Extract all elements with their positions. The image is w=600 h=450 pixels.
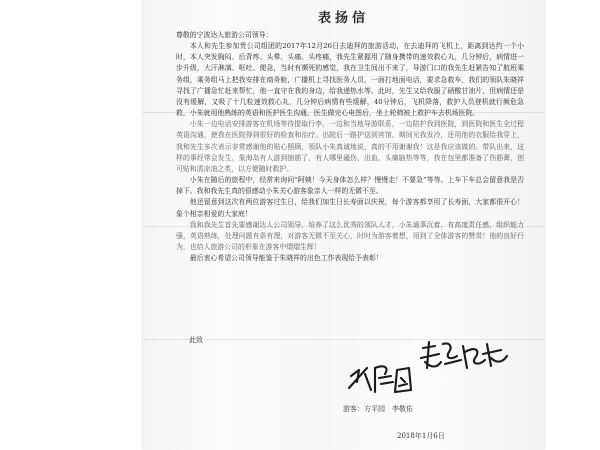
signature-names: 游客：方平园 李敬佑	[343, 405, 413, 413]
paragraph: 小朱在随后的旅程中，经常来询问“阿姨！今天身体怎么样？慢慢走！不要急”等等。上车下车总会留意我是否掉下。我和我先生真的很感动小朱关心游客象亲人一样的无微不至。	[176, 176, 524, 196]
paragraph: 我和我先生首先要感谢达人公司领导，培养了这么优秀的领队人才，小朱通事沉着，有高度责任感，组织能力强，英语熟练，处理问题有条有理，对游客无微不至关心，时时为游客着想，用到了全体游客的赞赏！他的良好行为，也给人旅游公司的形象在游客中熠熠生辉！	[176, 220, 524, 251]
salutation: 尊敬的宁波达人旅游公司领导：	[176, 31, 273, 39]
handwritten-signatures	[345, 338, 515, 400]
paragraph: 最后衷心希望公司领导能鉴于朱晓祥的出色工作表现给予表彰！	[189, 254, 383, 263]
letter-title: 表扬信	[317, 11, 369, 26]
letter-body	[176, 30, 524, 264]
paragraph: 他还留意到这次有两位游客过生日，给我们加生日长寿面以庆祝，每个游客都享用了长寿面，大家都很开心！象个相亲相爱的大家庭！	[176, 198, 524, 218]
paragraph: 本人和先生参加贵公司组团的2017年12月26日去迪拜的旅游活动，在去迪拜的飞机上，距离到达约一个小时，本人突发胸闷、后背疼、头晕、头痛、头疼痛，我先生紧握用了随身携带的速效救心丸，几分钟后，病情进一步升级，大汗淋漓、呕吐、便急，当时有濒死的感觉，我在卫生间出不来了，导游门口的我先生赶紧告知了航班乘务组，乘务组马上把我安排在商务舱，广播机上寻找医务人员，一面打地面电话，要求急救车，我们的领队朱晓祥寻找了广播急忙赶来帮忙，他一直守在我的身边，给我递热水等。此时，先生又给我服了硝酸甘油片，但病情还是没有缓解，又吸了十几粒速效救心丸，几分钟后病情有些缓解，40分钟后，飞机降落，救护人员登机就行频危急救，小朱就用他熟练的英语和医护医生沟通，医生做完心电图后，坐上轮椅被上救护车去机场医院。	[176, 42, 524, 118]
paragraph: 小朱一边电话安排游客在机场等待提取行李，一边和当地导游联系，一边陪护我到医院，到医院和医生全过程英语沟通，使我在医院得到很好的检查和治疗。出院后一路护送到宾馆，期间见我发冷，还用他的衣服给我穿上，我和先生多次表示非常感谢他的贴心照顾，领队小朱真诚地说，真的不用谢谢我！这是我应该做的。带队出来，这样的事经常会发生，象海岛有人游到抽筋了，有人哪里磕伤，出血，头痛脑热等等，我在包里都准备了伤筋膏，创可贴和清凉油之类，以方便随时救护。	[176, 120, 524, 173]
letter-date: 2018年1月6日	[397, 432, 445, 440]
closing-phrase: 此致	[189, 336, 203, 344]
